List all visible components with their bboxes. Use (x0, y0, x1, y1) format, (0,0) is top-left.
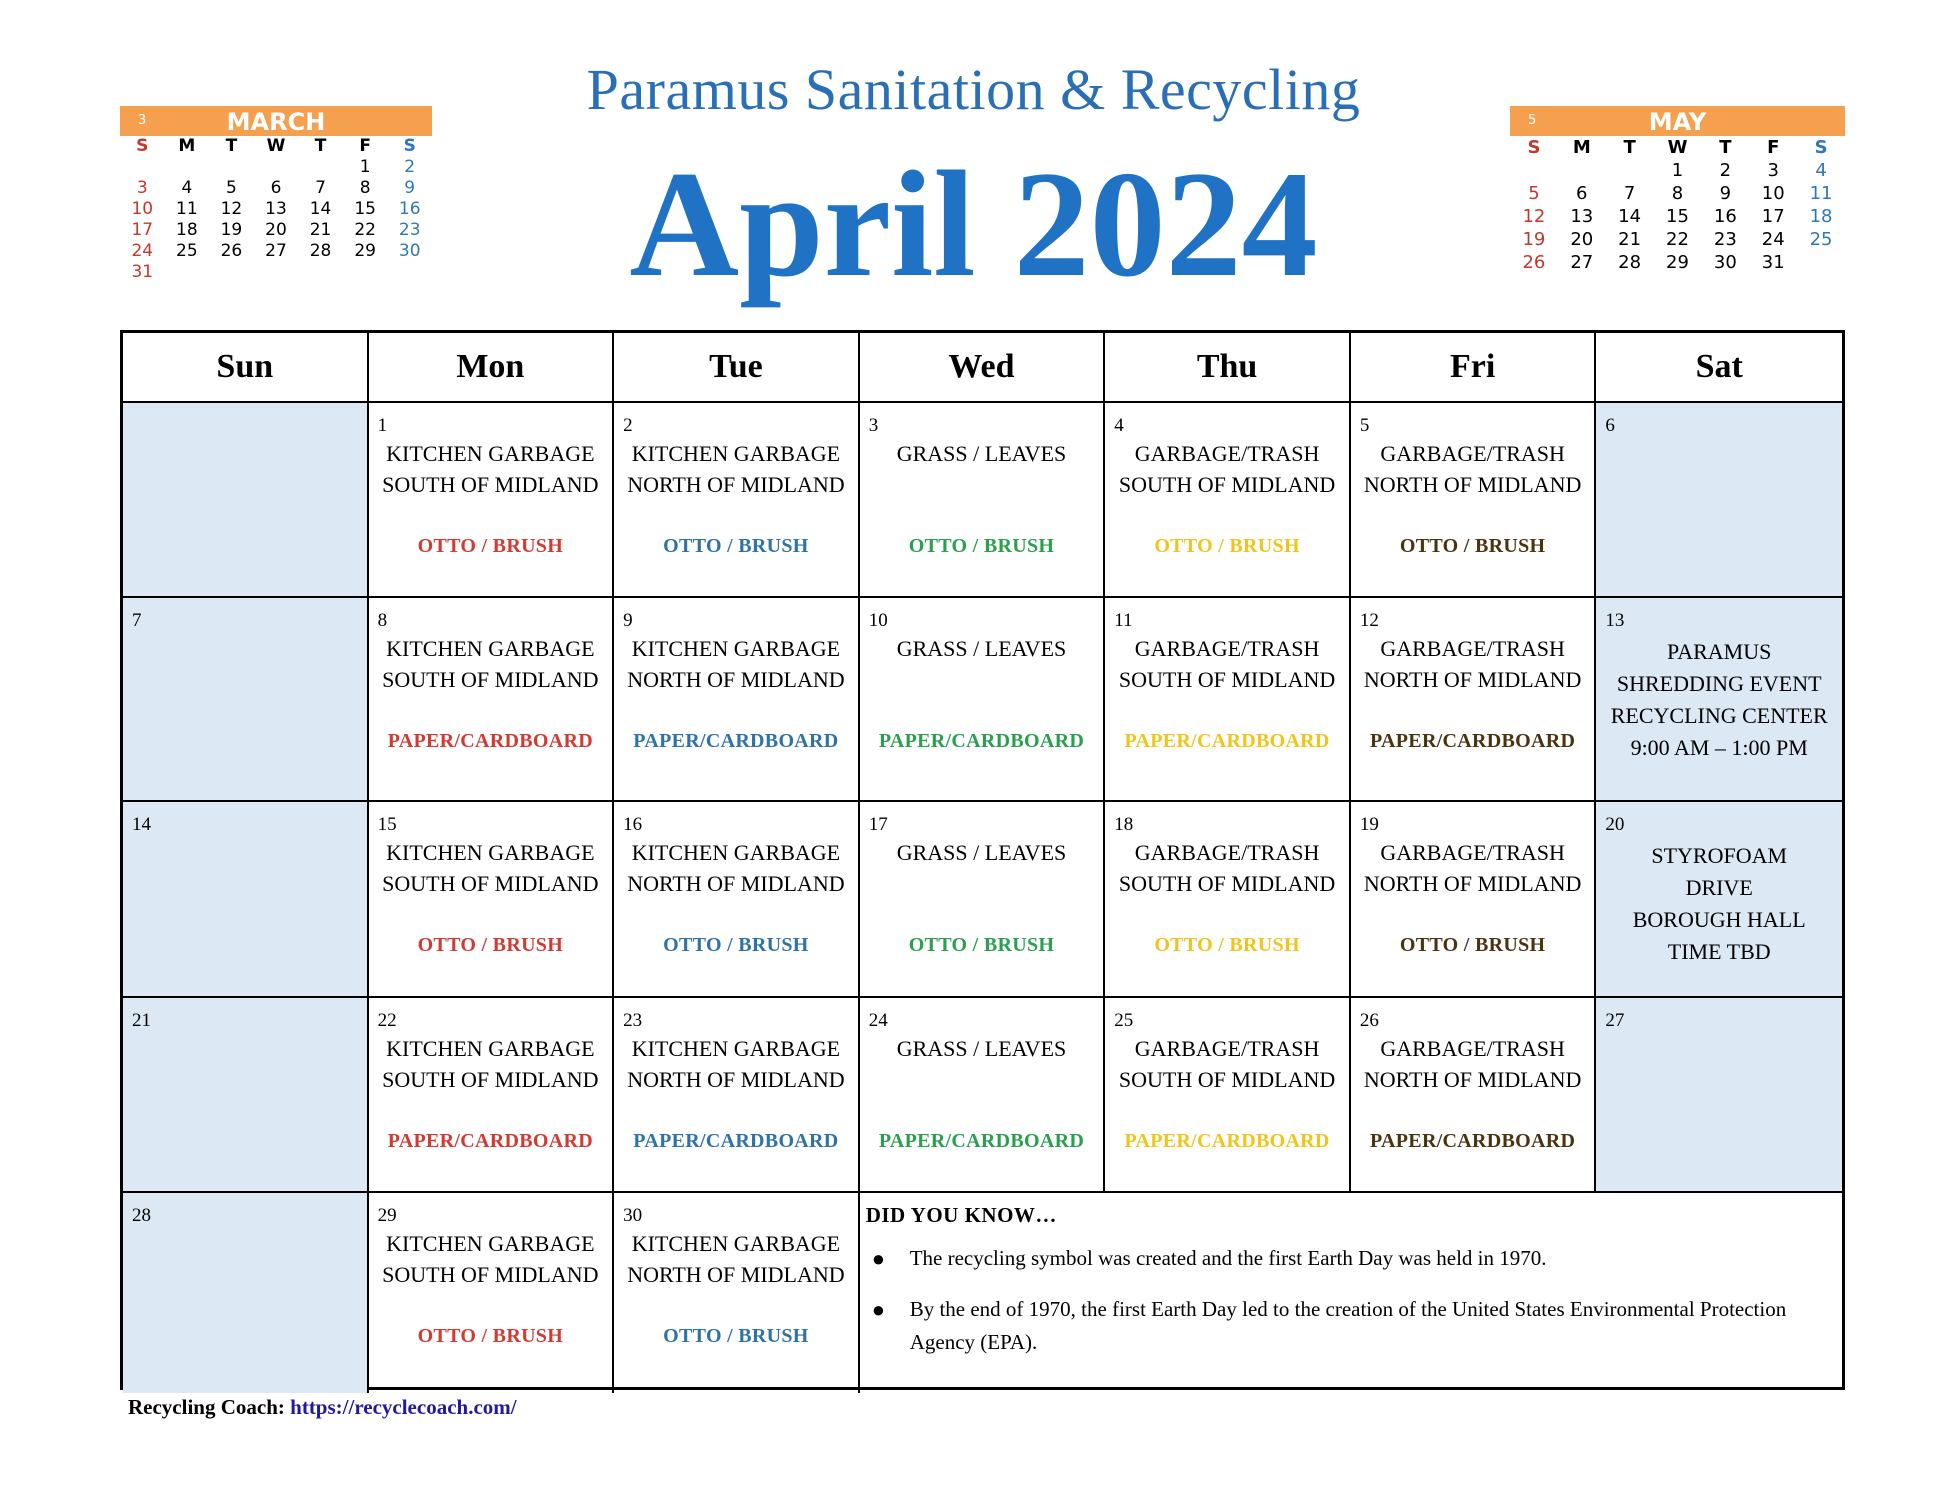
calendar-grid (120, 330, 1845, 1390)
mini-day: 20 (265, 220, 287, 240)
day-number: 16 (623, 814, 643, 835)
day-number: 2 (623, 415, 633, 436)
day-number: 8 (377, 610, 388, 631)
day-cell (614, 802, 860, 998)
day-cell-empty (123, 403, 369, 598)
pickup-type: KITCHEN GARBAGE (386, 636, 595, 661)
special-event (1596, 840, 1842, 968)
recycling-pickup: OTTO / BRUSH (663, 535, 809, 557)
mini-day: 30 (1713, 252, 1737, 273)
pickup-area: SOUTH OF MIDLAND (382, 667, 599, 692)
recycling-pickup: OTTO / BRUSH (663, 934, 809, 956)
day-number: 24 (868, 1010, 888, 1031)
day-cell (860, 598, 1106, 802)
day-number: 15 (377, 814, 397, 835)
pickup-area: NORTH OF MIDLAND (1363, 667, 1582, 692)
day-number: 5 (1359, 415, 1370, 436)
month-title: April 2024 (629, 140, 1318, 308)
day-number: 13 (1605, 610, 1625, 631)
mini-day: 16 (398, 199, 421, 219)
day-cell (1351, 802, 1597, 998)
day-number: 7 (132, 610, 142, 631)
mini-day (120, 157, 165, 178)
mini-day: 23 (398, 220, 421, 240)
mini-day-header: W (1667, 137, 1688, 158)
recycling-pickup: PAPER/CARDBOARD (878, 1130, 1085, 1152)
day-cell (1351, 998, 1597, 1193)
mini-day: 1 (1671, 160, 1684, 181)
pickup-area: SOUTH OF MIDLAND (1118, 1067, 1336, 1092)
day-number: 10 (868, 610, 888, 631)
pickup-area: SOUTH OF MIDLAND (382, 1067, 599, 1092)
mini-day: 6 (1576, 183, 1588, 204)
event-line: DRIVE (1685, 875, 1753, 900)
mini-day: 10 (131, 199, 154, 219)
day-number: 22 (377, 1010, 397, 1031)
mini-day (254, 157, 299, 178)
mini-day: 13 (1570, 206, 1594, 227)
mini-month-number: 3 (138, 113, 147, 128)
did-you-know-title: DID YOU KNOW… (865, 1203, 1057, 1227)
mini-day: 18 (1809, 206, 1833, 227)
day-number: 14 (132, 814, 151, 835)
day-number: 21 (132, 1010, 151, 1031)
weekday-header: Sun (123, 333, 369, 403)
day-number: 18 (1114, 814, 1134, 835)
mini-day: 4 (1815, 160, 1827, 181)
event-line: STYROFOAM (1651, 843, 1788, 868)
mini-day: 8 (359, 178, 371, 198)
mini-day-header: S (136, 136, 149, 156)
day-cell (614, 1193, 860, 1393)
mini-day: 27 (265, 241, 287, 261)
day-cell (123, 998, 369, 1193)
mini-day: 15 (354, 199, 376, 219)
bullet-icon: ● (871, 1246, 885, 1271)
mini-day: 14 (309, 199, 332, 219)
mini-day: 5 (1528, 183, 1540, 204)
event-line: RECYCLING CENTER (1610, 703, 1828, 728)
mini-day-header: S (1527, 137, 1541, 158)
day-cell (614, 998, 860, 1193)
day-number: 29 (377, 1205, 397, 1226)
mini-day: 8 (1671, 183, 1684, 204)
day-cell (1351, 598, 1597, 802)
weekday-header: Sat (1596, 333, 1842, 403)
pickup-area: SOUTH OF MIDLAND (1118, 871, 1336, 896)
day-cell (123, 598, 369, 802)
mini-calendar-grid (1510, 136, 1845, 274)
day-number: 30 (623, 1205, 643, 1226)
pickup-type: KITCHEN GARBAGE (631, 441, 841, 466)
mini-day: 6 (270, 178, 282, 198)
day-number: 25 (1114, 1010, 1134, 1031)
mini-day: 11 (1809, 183, 1833, 204)
weekday-header: Thu (1105, 333, 1351, 403)
pickup-type: GRASS / LEAVES (896, 840, 1067, 865)
mini-day: 29 (1666, 252, 1689, 273)
pickup-type: KITCHEN GARBAGE (386, 840, 595, 865)
mini-day: 22 (1666, 229, 1689, 250)
pickup-type: KITCHEN GARBAGE (386, 1036, 595, 1061)
day-cell (369, 403, 615, 598)
bullet-icon: ● (871, 1297, 885, 1322)
pickup-area: SOUTH OF MIDLAND (1118, 667, 1336, 692)
recycling-pickup: PAPER/CARDBOARD (633, 730, 839, 752)
pickup-type: KITCHEN GARBAGE (631, 1036, 841, 1061)
day-cell (860, 802, 1106, 998)
mini-day (1510, 159, 1558, 182)
day-number: 23 (623, 1010, 643, 1031)
mini-month-name: MARCH (226, 108, 326, 136)
mini-day: 25 (1809, 229, 1833, 250)
day-number: 6 (1605, 415, 1615, 436)
mini-day-header: T (314, 136, 327, 156)
mini-calendar-header (1510, 106, 1845, 136)
recycling-pickup: OTTO / BRUSH (663, 1325, 809, 1347)
mini-day-header: F (1767, 137, 1780, 158)
pickup-area: SOUTH OF MIDLAND (1118, 472, 1336, 497)
mini-day: 31 (1761, 252, 1785, 273)
footer (128, 1395, 517, 1420)
did-you-know-panel (860, 1193, 1842, 1393)
day-number: 17 (868, 814, 888, 835)
mini-day-header: F (359, 136, 371, 156)
day-cell (369, 1193, 615, 1393)
mini-month-name: MAY (1648, 108, 1707, 136)
event-line: PARAMUS (1667, 639, 1772, 664)
day-cell-event (1596, 598, 1842, 802)
mini-day: 27 (1570, 252, 1594, 273)
event-line: 9:00 AM – 1:00 PM (1630, 735, 1808, 760)
pickup-type: GRASS / LEAVES (896, 1036, 1067, 1061)
day-number: 27 (1605, 1010, 1625, 1031)
list-item (866, 1293, 1836, 1359)
mini-day: 15 (1666, 206, 1689, 227)
mini-day: 19 (220, 220, 243, 240)
mini-day: 18 (176, 220, 198, 240)
recycling-pickup: PAPER/CARDBOARD (387, 730, 593, 752)
recycling-pickup: PAPER/CARDBOARD (633, 1130, 839, 1152)
pickup-type: GARBAGE/TRASH (1380, 441, 1565, 466)
mini-day: 31 (131, 262, 154, 282)
pickup-area: SOUTH OF MIDLAND (382, 871, 599, 896)
day-number: 12 (1359, 610, 1379, 631)
mini-day: 2 (1719, 160, 1732, 181)
day-number: 19 (1359, 814, 1379, 835)
day-cell (123, 1193, 369, 1393)
day-cell (1105, 998, 1351, 1193)
day-cell (1596, 998, 1842, 1193)
recycling-pickup: OTTO / BRUSH (908, 535, 1055, 557)
mini-calendar-header (120, 106, 432, 136)
pickup-area: NORTH OF MIDLAND (627, 871, 845, 896)
pickup-area: NORTH OF MIDLAND (627, 1262, 845, 1287)
mini-day-header: T (1719, 137, 1732, 158)
recycling-pickup: PAPER/CARDBOARD (1370, 730, 1576, 752)
weekday-header: Mon (369, 333, 615, 403)
mini-day: 29 (354, 241, 376, 261)
day-number: 9 (623, 610, 633, 631)
mini-day: 28 (309, 241, 332, 261)
day-cell (1351, 403, 1597, 598)
recycling-pickup: OTTO / BRUSH (908, 934, 1055, 956)
mini-day: 26 (1522, 252, 1546, 273)
recycling-pickup: PAPER/CARDBOARD (1124, 1130, 1330, 1152)
mini-day-header: S (403, 136, 416, 156)
mini-day (209, 157, 254, 178)
footer-label: Recycling Coach: (128, 1395, 285, 1419)
mini-day: 26 (220, 241, 243, 261)
special-event (1596, 636, 1842, 764)
fact-text: The recycling symbol was created and the first Earth Day was held in 1970. (909, 1246, 1547, 1270)
day-cell (1105, 598, 1351, 802)
recycling-pickup: OTTO / BRUSH (1399, 934, 1546, 956)
mini-day: 10 (1761, 183, 1785, 204)
mini-day: 19 (1522, 229, 1546, 250)
pickup-type: GARBAGE/TRASH (1134, 1036, 1320, 1061)
day-cell-event (1596, 802, 1842, 998)
mini-day: 24 (131, 241, 154, 261)
pickup-area: NORTH OF MIDLAND (627, 1067, 845, 1092)
mini-day: 9 (1719, 183, 1732, 204)
mini-day: 12 (220, 199, 243, 219)
day-cell (614, 403, 860, 598)
pickup-type: KITCHEN GARBAGE (631, 1231, 841, 1256)
pickup-type: GARBAGE/TRASH (1134, 636, 1320, 661)
mini-calendar-grid (120, 136, 432, 283)
mini-day: 7 (315, 178, 326, 198)
day-number: 11 (1114, 610, 1133, 631)
mini-day: 4 (181, 178, 193, 198)
pickup-type: GRASS / LEAVES (896, 636, 1067, 661)
pickup-type: GARBAGE/TRASH (1134, 840, 1320, 865)
mini-day: 9 (404, 178, 416, 198)
event-line: TIME TBD (1667, 939, 1771, 964)
recycle-coach-link[interactable]: https://recyclecoach.com/ (290, 1395, 517, 1419)
day-cell (860, 998, 1106, 1193)
mini-day: 12 (1522, 206, 1546, 227)
mini-day: 25 (176, 241, 198, 261)
mini-day: 7 (1623, 183, 1636, 204)
pickup-type: GARBAGE/TRASH (1380, 1036, 1565, 1061)
mini-day-header: W (266, 136, 286, 156)
day-cell (369, 598, 615, 802)
weekday-header: Wed (860, 333, 1106, 403)
mini-day: 23 (1713, 229, 1737, 250)
mini-day-header: T (1623, 137, 1636, 158)
pickup-area: SOUTH OF MIDLAND (382, 472, 599, 497)
mini-day: 28 (1618, 252, 1642, 273)
day-cell (123, 802, 369, 998)
day-number: 1 (377, 415, 388, 436)
mini-day: 14 (1618, 206, 1642, 227)
pickup-type: GARBAGE/TRASH (1134, 441, 1320, 466)
mini-month-number: 5 (1528, 113, 1537, 128)
pickup-type: KITCHEN GARBAGE (631, 636, 841, 661)
mini-day-header: S (1814, 137, 1828, 158)
day-cell (369, 802, 615, 998)
list-item (866, 1242, 1836, 1275)
mini-day: 16 (1713, 206, 1737, 227)
mini-calendar-may (1510, 106, 1845, 274)
mini-day: 13 (265, 199, 287, 219)
mini-day-header: T (225, 136, 238, 156)
organization-title: Paramus Sanitation & Recycling (586, 57, 1361, 122)
event-line: BOROUGH HALL (1632, 907, 1806, 932)
mini-day: 3 (1767, 160, 1779, 181)
weekday-header: Tue (614, 333, 860, 403)
pickup-type: GARBAGE/TRASH (1380, 636, 1565, 661)
day-number: 28 (132, 1205, 151, 1226)
mini-day: 5 (226, 178, 237, 198)
mini-day (1558, 159, 1606, 182)
day-cell (1105, 403, 1351, 598)
recycling-pickup: OTTO / BRUSH (417, 535, 564, 557)
pickup-area: SOUTH OF MIDLAND (382, 1262, 599, 1287)
pickup-type: GRASS / LEAVES (896, 441, 1067, 466)
day-cell (1105, 802, 1351, 998)
mini-day (1606, 159, 1654, 182)
recycling-pickup: OTTO / BRUSH (417, 1325, 564, 1347)
mini-day-header: M (1572, 137, 1591, 158)
pickup-type: GARBAGE/TRASH (1380, 840, 1565, 865)
fact-text: By the end of 1970, the first Earth Day led to the creation of the United States Environmental Protection Agency (EPA). (909, 1297, 1787, 1354)
day-cell (369, 998, 615, 1193)
recycling-pickup: PAPER/CARDBOARD (387, 1130, 593, 1152)
recycling-pickup: OTTO / BRUSH (1154, 934, 1300, 956)
recycling-pickup: PAPER/CARDBOARD (878, 730, 1085, 752)
pickup-area: NORTH OF MIDLAND (1363, 1067, 1582, 1092)
recycling-pickup: PAPER/CARDBOARD (1370, 1130, 1576, 1152)
mini-day: 20 (1570, 229, 1594, 250)
pickup-type: KITCHEN GARBAGE (631, 840, 841, 865)
mini-day: 22 (354, 220, 376, 240)
recycling-pickup: OTTO / BRUSH (417, 934, 564, 956)
mini-day: 2 (404, 157, 416, 177)
mini-day: 17 (1761, 206, 1785, 227)
day-cell (860, 403, 1106, 598)
day-cell (1596, 403, 1842, 598)
mini-day: 1 (359, 157, 371, 177)
recycling-pickup: OTTO / BRUSH (1154, 535, 1300, 557)
day-number: 4 (1114, 415, 1124, 436)
pickup-area: NORTH OF MIDLAND (627, 472, 845, 497)
mini-day-header: M (178, 136, 196, 156)
mini-day: 24 (1761, 229, 1785, 250)
day-number: 26 (1359, 1010, 1379, 1031)
mini-day: 30 (398, 241, 421, 261)
mini-day: 17 (131, 220, 154, 240)
pickup-area: NORTH OF MIDLAND (1363, 472, 1582, 497)
pickup-area: NORTH OF MIDLAND (1363, 871, 1582, 896)
recycling-pickup: OTTO / BRUSH (1399, 535, 1546, 557)
mini-calendar-march (120, 106, 432, 283)
pickup-type: KITCHEN GARBAGE (386, 1231, 595, 1256)
mini-day: 21 (309, 220, 332, 240)
mini-day: 3 (136, 178, 148, 198)
mini-day: 21 (1618, 229, 1642, 250)
day-number: 20 (1605, 814, 1625, 835)
pickup-area: NORTH OF MIDLAND (627, 667, 845, 692)
weekday-header: Fri (1351, 333, 1597, 403)
did-you-know-list (866, 1242, 1836, 1359)
mini-day: 11 (176, 199, 198, 219)
mini-day (298, 157, 343, 178)
mini-day (165, 157, 210, 178)
day-cell (614, 598, 860, 802)
pickup-type: KITCHEN GARBAGE (386, 441, 595, 466)
recycling-pickup: PAPER/CARDBOARD (1124, 730, 1330, 752)
event-line: SHREDDING EVENT (1616, 671, 1822, 696)
day-number: 3 (868, 415, 879, 436)
